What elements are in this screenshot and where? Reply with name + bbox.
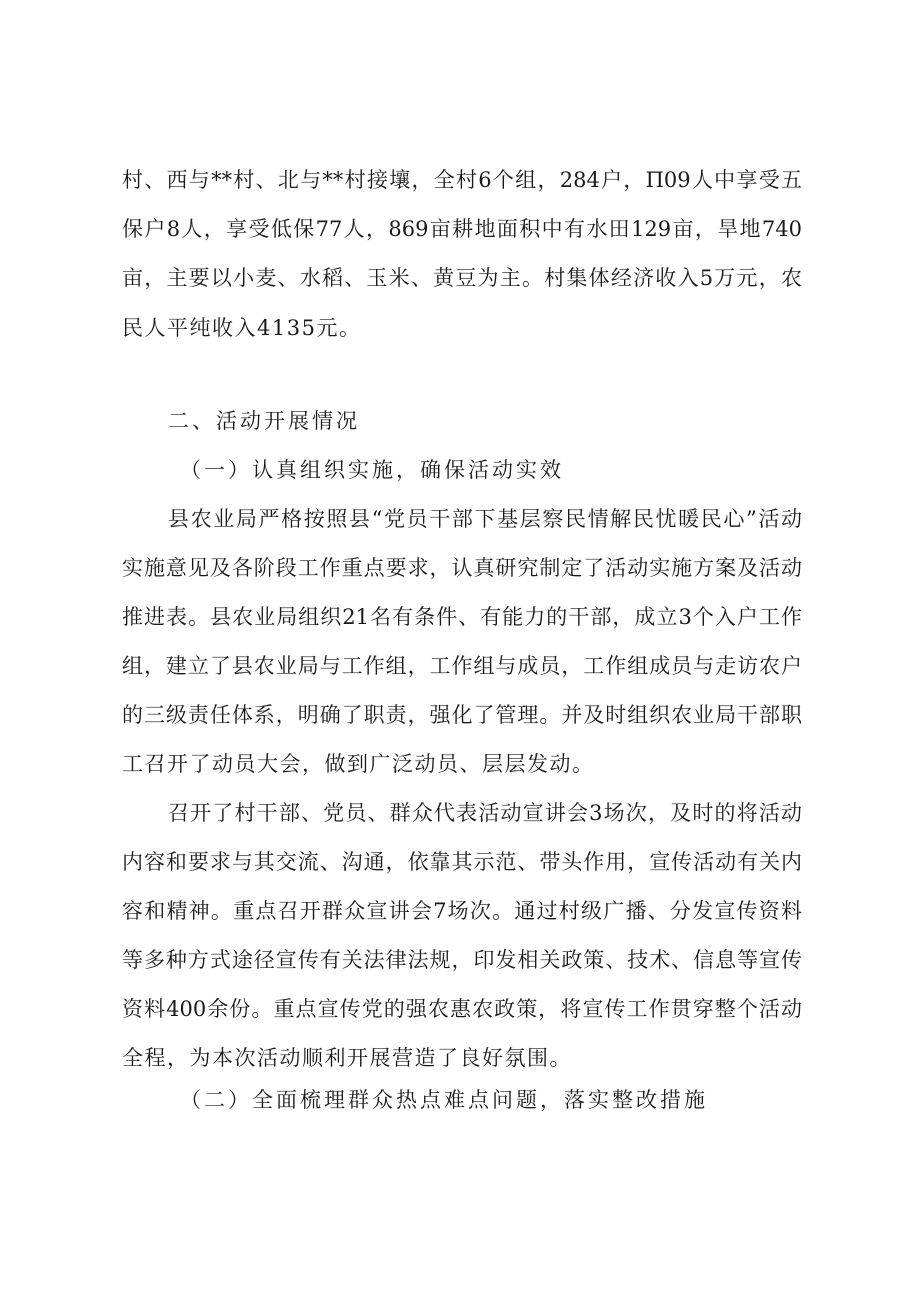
paragraph-2-line-6: 全程，为本次活动顺利开展营造了良好氛围。 [122,1046,572,1070]
paragraph-1-line-3: 推进表。县农业局组织21名有条件、有能力的干部，成立3个入户工作 [122,605,802,629]
intro-line-3: 亩，主要以小麦、水稻、玉米、黄豆为主。村集体经济收入5万元，农 [122,266,802,290]
paragraph-1-line-5: 的三级责任体系，明确了职责，强化了管理。并及时组织农业局干部职 [122,703,802,727]
subsection-heading-two: （二）全面梳理群众热点难点问题，落实整改措施 [180,1088,708,1112]
paragraph-1-line-4: 组，建立了县农业局与工作组，工作组与成员，工作组成员与走访农户 [122,654,802,678]
paragraph-2-line-1: 召开了村干部、党员、群众代表活动宣讲会3场次，及时的将活动 [168,801,802,825]
section-heading-activities: 二、活动开展情况 [168,409,360,433]
paragraph-2-line-2: 内容和要求与其交流、沟通，依靠其示范、带头作用，宣传活动有关内 [122,850,802,874]
intro-line-4: 民人平纯收入4135元。 [122,316,362,340]
paragraph-2-line-5: 资料400余份。重点宣传党的强农惠农政策，将宣传工作贯穿整个活动 [122,997,802,1021]
intro-line-1: 村、西与**村、北与**村接壤，全村6个组，284户，Π09人中享受五 [122,168,802,192]
intro-line-2: 保户8人，享受低保77人，869亩耕地面积中有水田129亩，旱地740 [122,217,802,241]
paragraph-2-line-4: 等多种方式途径宣传有关法律法规，印发相关政策、技术、信息等宣传 [122,948,802,972]
paragraph-1-line-2: 实施意见及各阶段工作重点要求，认真研究制定了活动实施方案及活动 [122,556,802,580]
paragraph-1-line-6: 工召开了动员大会，做到广泛动员、层层发动。 [122,752,595,776]
subsection-heading-one: （一）认真组织实施，确保活动实效 [180,458,564,482]
paragraph-2-line-3: 容和精神。重点召开群众宣讲会7场次。通过村级广播、分发宣传资料 [122,899,802,923]
paragraph-1-line-1: 县农业局严格按照县“党员干部下基层察民情解民忧暖民心”活动 [168,507,802,531]
